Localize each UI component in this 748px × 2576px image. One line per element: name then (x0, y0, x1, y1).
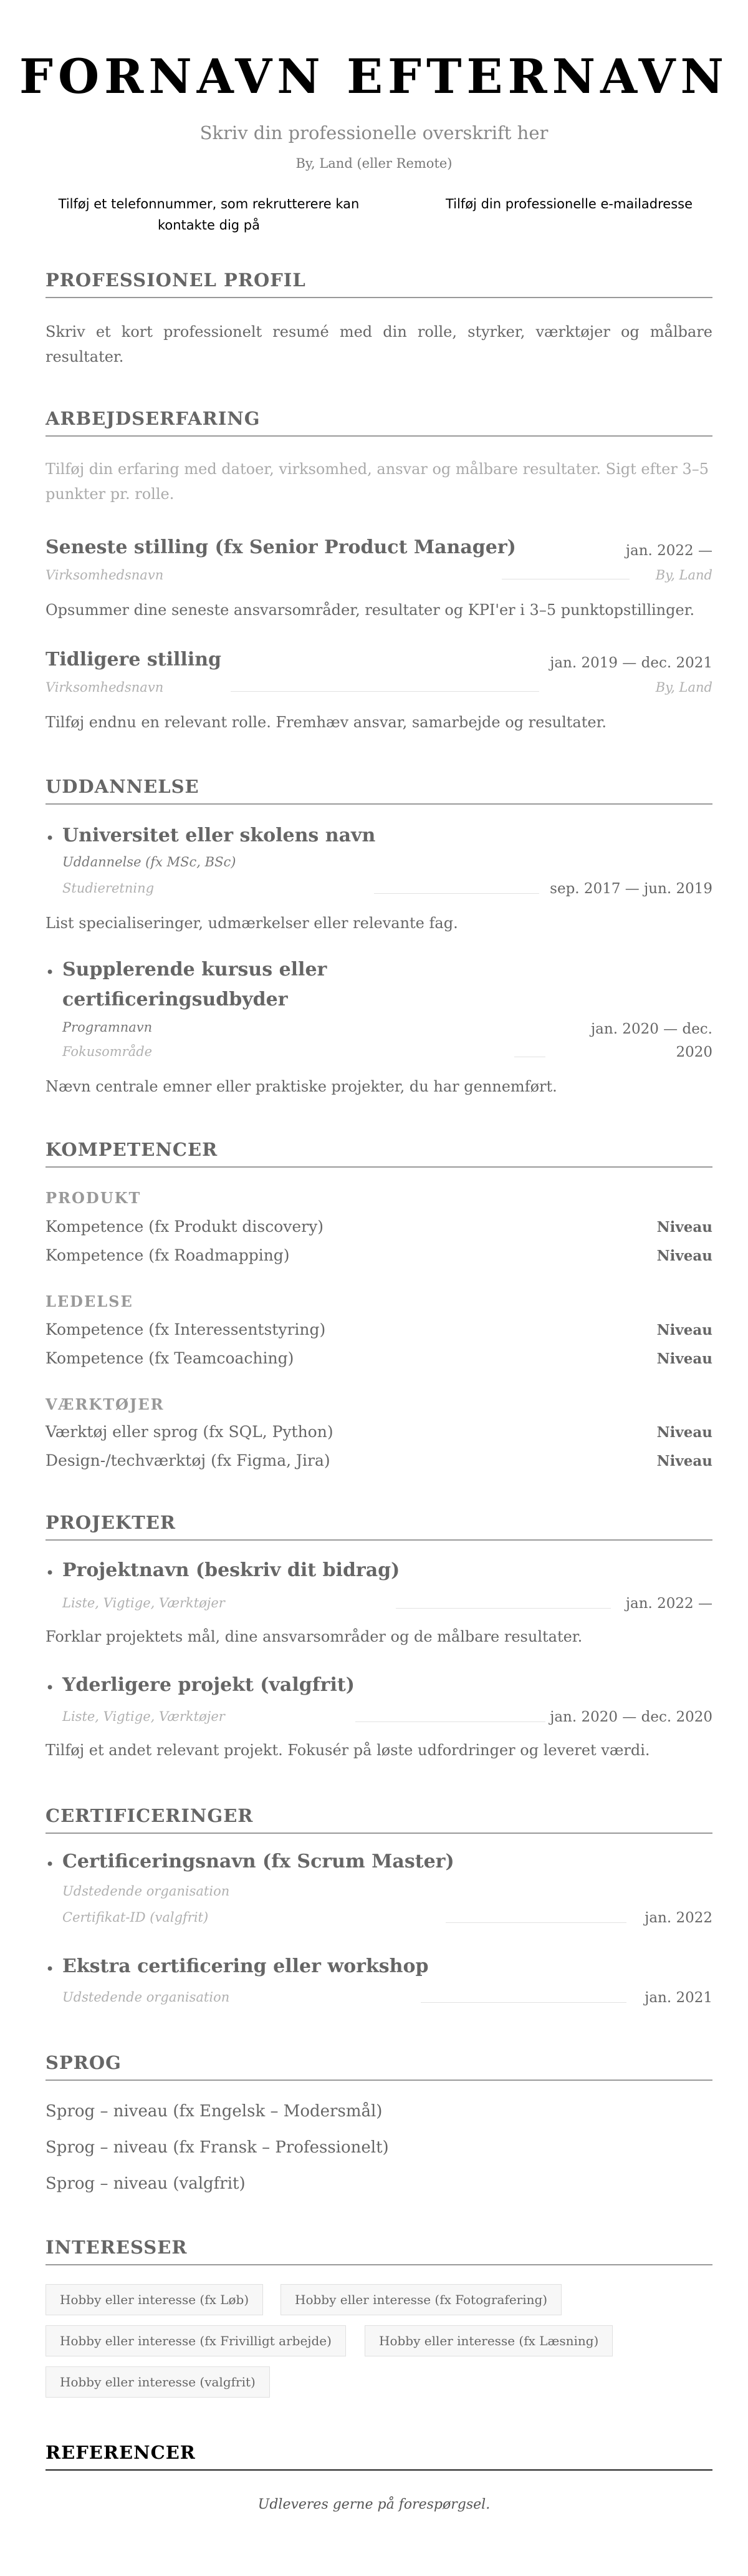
course-dates-line2: 2020 (676, 1044, 712, 1060)
language-item: Sprog – niveau (valgfrit) (46, 2174, 246, 2193)
course-provider-line1: Supplerende kursus eller (62, 959, 327, 981)
certification-name: Certificeringsnavn (fx Scrum Master) (62, 1851, 454, 1872)
skill-name: Værktøj eller sprog (fx SQL, Python) (46, 1423, 333, 1441)
field-of-study: Studieretning (62, 881, 155, 896)
project-tags: Liste, Vigtige, Værktøjer (62, 1595, 225, 1610)
education-section-title: UDDANNELSE (46, 776, 712, 805)
program-name: Programnavn (62, 1020, 153, 1035)
experience-section-title: ARBEJDSERFARING (46, 408, 712, 437)
divider-line (396, 1608, 611, 1609)
skill-group-title: VÆRKTØJER (46, 1395, 165, 1413)
job-description: Opsummer dine seneste ansvarsområder, resultater og KPI'er i 3–5 punktopstillinger. (46, 601, 695, 619)
experience-intro: Tilføj din erfaring med datoer, virksomhed, ansvar og målbare resultater. Sigt efter 3–5 punkter pr. rolle. (46, 460, 709, 503)
project-name: Projektnavn (beskriv dit bidrag) (62, 1559, 400, 1581)
bullet-icon: • (46, 1564, 55, 1582)
skill-level: Niveau (656, 1453, 712, 1470)
job-title: Seneste stilling (fx Senior Product Manager) (46, 536, 516, 558)
job-dates: jan. 2019 — dec. 2021 (550, 655, 712, 671)
project-description: Forklar projektets mål, dine ansvarsområder og de målbare resultater. (46, 1628, 583, 1645)
professional-headline: Skriv din professionelle overskrift her (199, 122, 549, 143)
divider-line (355, 1721, 545, 1722)
skill-level: Niveau (656, 1424, 712, 1441)
certification-date: jan. 2022 (645, 1910, 712, 1926)
course-provider-line2: certificeringsudbyder (62, 989, 288, 1010)
skill-name: Kompetence (fx Teamcoaching) (46, 1349, 294, 1367)
profile-section-title: PROFESSIONEL PROFIL (46, 269, 712, 298)
job-dates: jan. 2022 — (625, 543, 712, 559)
project-dates: jan. 2020 — dec. 2020 (550, 1709, 712, 1725)
language-item: Sprog – niveau (fx Fransk – Professionelt) (46, 2138, 389, 2157)
focus-area: Fokusområde (62, 1044, 153, 1059)
job-company: Virksomhedsnavn (46, 680, 164, 695)
course-description: Nævn centrale emner eller praktiske projekter, du har gennemført. (46, 1078, 557, 1095)
skill-level: Niveau (656, 1247, 712, 1264)
skill-name: Design-/techværktøj (fx Figma, Jira) (46, 1451, 330, 1470)
divider-line (231, 691, 539, 692)
bullet-icon: • (46, 1960, 55, 1978)
references-section-title: REFERENCER (46, 2442, 712, 2471)
skill-group-title: PRODUKT (46, 1189, 141, 1207)
project-description: Tilføj et andet relevant projekt. Fokusér på løste udfordringer og leveret værdi. (46, 1741, 650, 1759)
languages-section-title: SPROG (46, 2052, 712, 2081)
interest-chip: Hobby eller interesse (fx Frivilligt arbejde) (46, 2325, 346, 2356)
job-location: By, Land (655, 568, 712, 583)
project-dates: jan. 2022 — (625, 1595, 712, 1612)
bullet-icon: • (46, 964, 55, 981)
certification-issuer: Udstedende organisation (62, 1990, 230, 2005)
certification-issuer: Udstedende organisation (62, 1884, 230, 1899)
location: By, Land (eller Remote) (295, 156, 453, 171)
skill-name: Kompetence (fx Roadmapping) (46, 1246, 290, 1264)
skill-level: Niveau (656, 1219, 712, 1236)
school-name: Universitet eller skolens navn (62, 825, 376, 846)
education-description: List specialiseringer, udmærkelser eller relevante fag. (46, 914, 458, 932)
certification-id: Certifikat-ID (valgfrit) (62, 1910, 209, 1925)
project-name: Yderligere projekt (valgfrit) (62, 1674, 355, 1696)
job-title: Tidligere stilling (46, 649, 222, 671)
degree: Uddannelse (fx MSc, BSc) (62, 855, 236, 869)
email-contact: Tilføj din professionelle e-mailadresse (445, 196, 693, 211)
interest-chip: Hobby eller interesse (fx Læsning) (365, 2325, 613, 2356)
certifications-section-title: CERTIFICERINGER (46, 1805, 712, 1834)
course-dates-line1: jan. 2020 — dec. (591, 1021, 712, 1037)
job-description: Tilføj endnu en relevant rolle. Fremhæv ansvar, samarbejde og resultater. (46, 714, 607, 731)
divider-line (374, 893, 539, 894)
skill-name: Kompetence (fx Produkt discovery) (46, 1218, 324, 1236)
skill-group-title: LEDELSE (46, 1292, 133, 1310)
interest-chip: Hobby eller interesse (fx Løb) (46, 2284, 263, 2315)
project-tags: Liste, Vigtige, Værktøjer (62, 1709, 225, 1724)
bullet-icon: • (46, 1856, 55, 1873)
certification-date: jan. 2021 (645, 1990, 712, 2006)
skills-section-title: KOMPETENCER (46, 1139, 712, 1168)
skill-name: Kompetence (fx Interessentstyring) (46, 1320, 326, 1339)
job-location: By, Land (655, 680, 712, 695)
divider-line (421, 2002, 626, 2003)
job-company: Virksomhedsnavn (46, 568, 164, 583)
profile-text: Skriv et kort professionelt resumé med din rolle, styrker, værktøjer og målbare resultater. (46, 323, 712, 366)
skill-level: Niveau (656, 1322, 712, 1339)
interest-chip: Hobby eller interesse (fx Fotografering) (280, 2284, 562, 2315)
skill-level: Niveau (656, 1350, 712, 1367)
full-name: FORNAVN EFTERNAVN (19, 49, 729, 104)
phone-contact: Tilføj et telefonnummer, som rekrutterere kan kontakte dig på (58, 196, 360, 233)
references-text: Udleveres gerne på forespørgsel. (257, 2497, 491, 2512)
interest-chip: Hobby eller interesse (valgfrit) (46, 2366, 270, 2398)
education-dates: sep. 2017 — jun. 2019 (550, 881, 712, 897)
bullet-icon: • (46, 1679, 55, 1697)
projects-section-title: PROJEKTER (46, 1512, 712, 1541)
language-item: Sprog – niveau (fx Engelsk – Modersmål) (46, 2102, 383, 2121)
interests-section-title: INTERESSER (46, 2237, 712, 2265)
divider-line (446, 1922, 626, 1923)
certification-name: Ekstra certificering eller workshop (62, 1955, 429, 1977)
bullet-icon: • (46, 830, 55, 847)
